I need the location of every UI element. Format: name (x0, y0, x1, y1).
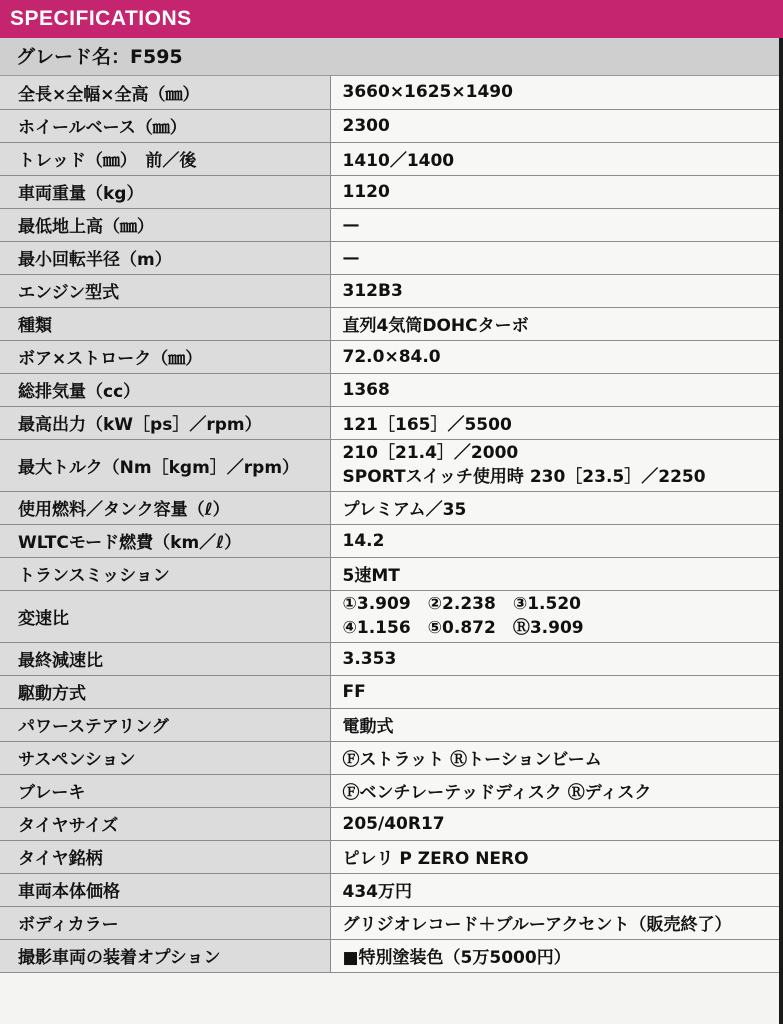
spec-row (0, 939, 779, 972)
spec-value: FF (330, 675, 779, 708)
spec-label: ホイールベース（㎜） (0, 109, 330, 142)
spec-row (0, 741, 779, 774)
spec-value: Ⓕベンチレーテッドディスク Ⓡディスク (330, 774, 779, 807)
spec-value: 1410／1400 (330, 142, 779, 175)
spec-row (0, 873, 779, 906)
spec-label: ボア×ストローク（㎜） (0, 340, 330, 373)
spec-row (0, 590, 779, 642)
spec-label: ブレーキ (0, 774, 330, 807)
spec-label: 最高出力（kW［ps］／rpm） (0, 406, 330, 439)
spec-table (0, 76, 779, 973)
spec-label: 全長×全幅×全高（㎜） (0, 76, 330, 109)
spec-value (330, 439, 779, 491)
right-border (779, 38, 783, 1024)
spec-row (0, 524, 779, 557)
spec-label: 撮影車両の装着オプション (0, 939, 330, 972)
spec-value-line-1: 210［21.4］／2000 (342, 443, 519, 463)
spec-label: 種類 (0, 307, 330, 340)
spec-value: 312B3 (330, 274, 779, 307)
spec-value-line-2: SPORTスイッチ使用時 230［23.5］／2250 (342, 467, 706, 487)
spec-value: 直列4気筒DOHCターボ (330, 307, 779, 340)
spec-row (0, 208, 779, 241)
spec-value: 5速MT (330, 557, 779, 590)
spec-label: 最低地上高（㎜） (0, 208, 330, 241)
spec-value: — (330, 208, 779, 241)
spec-label: タイヤサイズ (0, 807, 330, 840)
spec-value: グリジオレコード＋ブルーアクセント（販売終了） (330, 906, 779, 939)
grade-name: グレード名：F595 (0, 38, 779, 76)
spec-label: 車両本体価格 (0, 873, 330, 906)
spec-label: トランスミッション (0, 557, 330, 590)
spec-label: 最小回転半径（m） (0, 241, 330, 274)
spec-label: 最大トルク（Nm［kgm］／rpm） (0, 439, 330, 491)
spec-label: 駆動方式 (0, 675, 330, 708)
section-title: SPECIFICATIONS (0, 0, 783, 38)
spec-value: 1120 (330, 175, 779, 208)
spec-label: エンジン型式 (0, 274, 330, 307)
spec-value: 72.0×84.0 (330, 340, 779, 373)
spec-value (330, 590, 779, 642)
spec-row (0, 807, 779, 840)
spec-value: 205/40R17 (330, 807, 779, 840)
spec-row (0, 307, 779, 340)
spec-row (0, 406, 779, 439)
spec-row (0, 76, 779, 109)
spec-row (0, 557, 779, 590)
spec-row (0, 373, 779, 406)
spec-row (0, 439, 779, 491)
spec-row (0, 840, 779, 873)
spec-label: 最終減速比 (0, 642, 330, 675)
spec-row (0, 340, 779, 373)
spec-value: 電動式 (330, 708, 779, 741)
spec-row (0, 774, 779, 807)
spec-value: 1368 (330, 373, 779, 406)
spec-row (0, 491, 779, 524)
spec-label: パワーステアリング (0, 708, 330, 741)
spec-value-line-1: ①3.909 ②2.238 ③1.520 (342, 594, 581, 614)
spec-label: 車両重量（kg） (0, 175, 330, 208)
spec-value: — (330, 241, 779, 274)
spec-value: 121［165］／5500 (330, 406, 779, 439)
spec-label: 変速比 (0, 590, 330, 642)
spec-value: 434万円 (330, 873, 779, 906)
spec-row (0, 675, 779, 708)
spec-value: プレミアム／35 (330, 491, 779, 524)
spec-value: 14.2 (330, 524, 779, 557)
spec-row (0, 175, 779, 208)
spec-row (0, 274, 779, 307)
spec-value: 3.353 (330, 642, 779, 675)
spec-label: 総排気量（cc） (0, 373, 330, 406)
spec-value-line-2: ④1.156 ⑤0.872 Ⓡ3.909 (342, 618, 584, 638)
spec-label: ボディカラー (0, 906, 330, 939)
spec-value: 3660×1625×1490 (330, 76, 779, 109)
spec-row (0, 241, 779, 274)
spec-row (0, 642, 779, 675)
spec-label: WLTCモード燃費（km／ℓ） (0, 524, 330, 557)
spec-value: Ⓕストラット Ⓡトーションビーム (330, 741, 779, 774)
spec-row (0, 906, 779, 939)
spec-value: ■特別塗装色（5万5000円） (330, 939, 779, 972)
spec-label: 使用燃料／タンク容量（ℓ） (0, 491, 330, 524)
spec-value: 2300 (330, 109, 779, 142)
spec-value: ピレリ P ZERO NERO (330, 840, 779, 873)
spec-label: トレッド（㎜） 前／後 (0, 142, 330, 175)
spec-row (0, 142, 779, 175)
spec-row (0, 109, 779, 142)
spec-label: サスペンション (0, 741, 330, 774)
spec-table-body (0, 76, 779, 972)
spec-row (0, 708, 779, 741)
spec-label: タイヤ銘柄 (0, 840, 330, 873)
